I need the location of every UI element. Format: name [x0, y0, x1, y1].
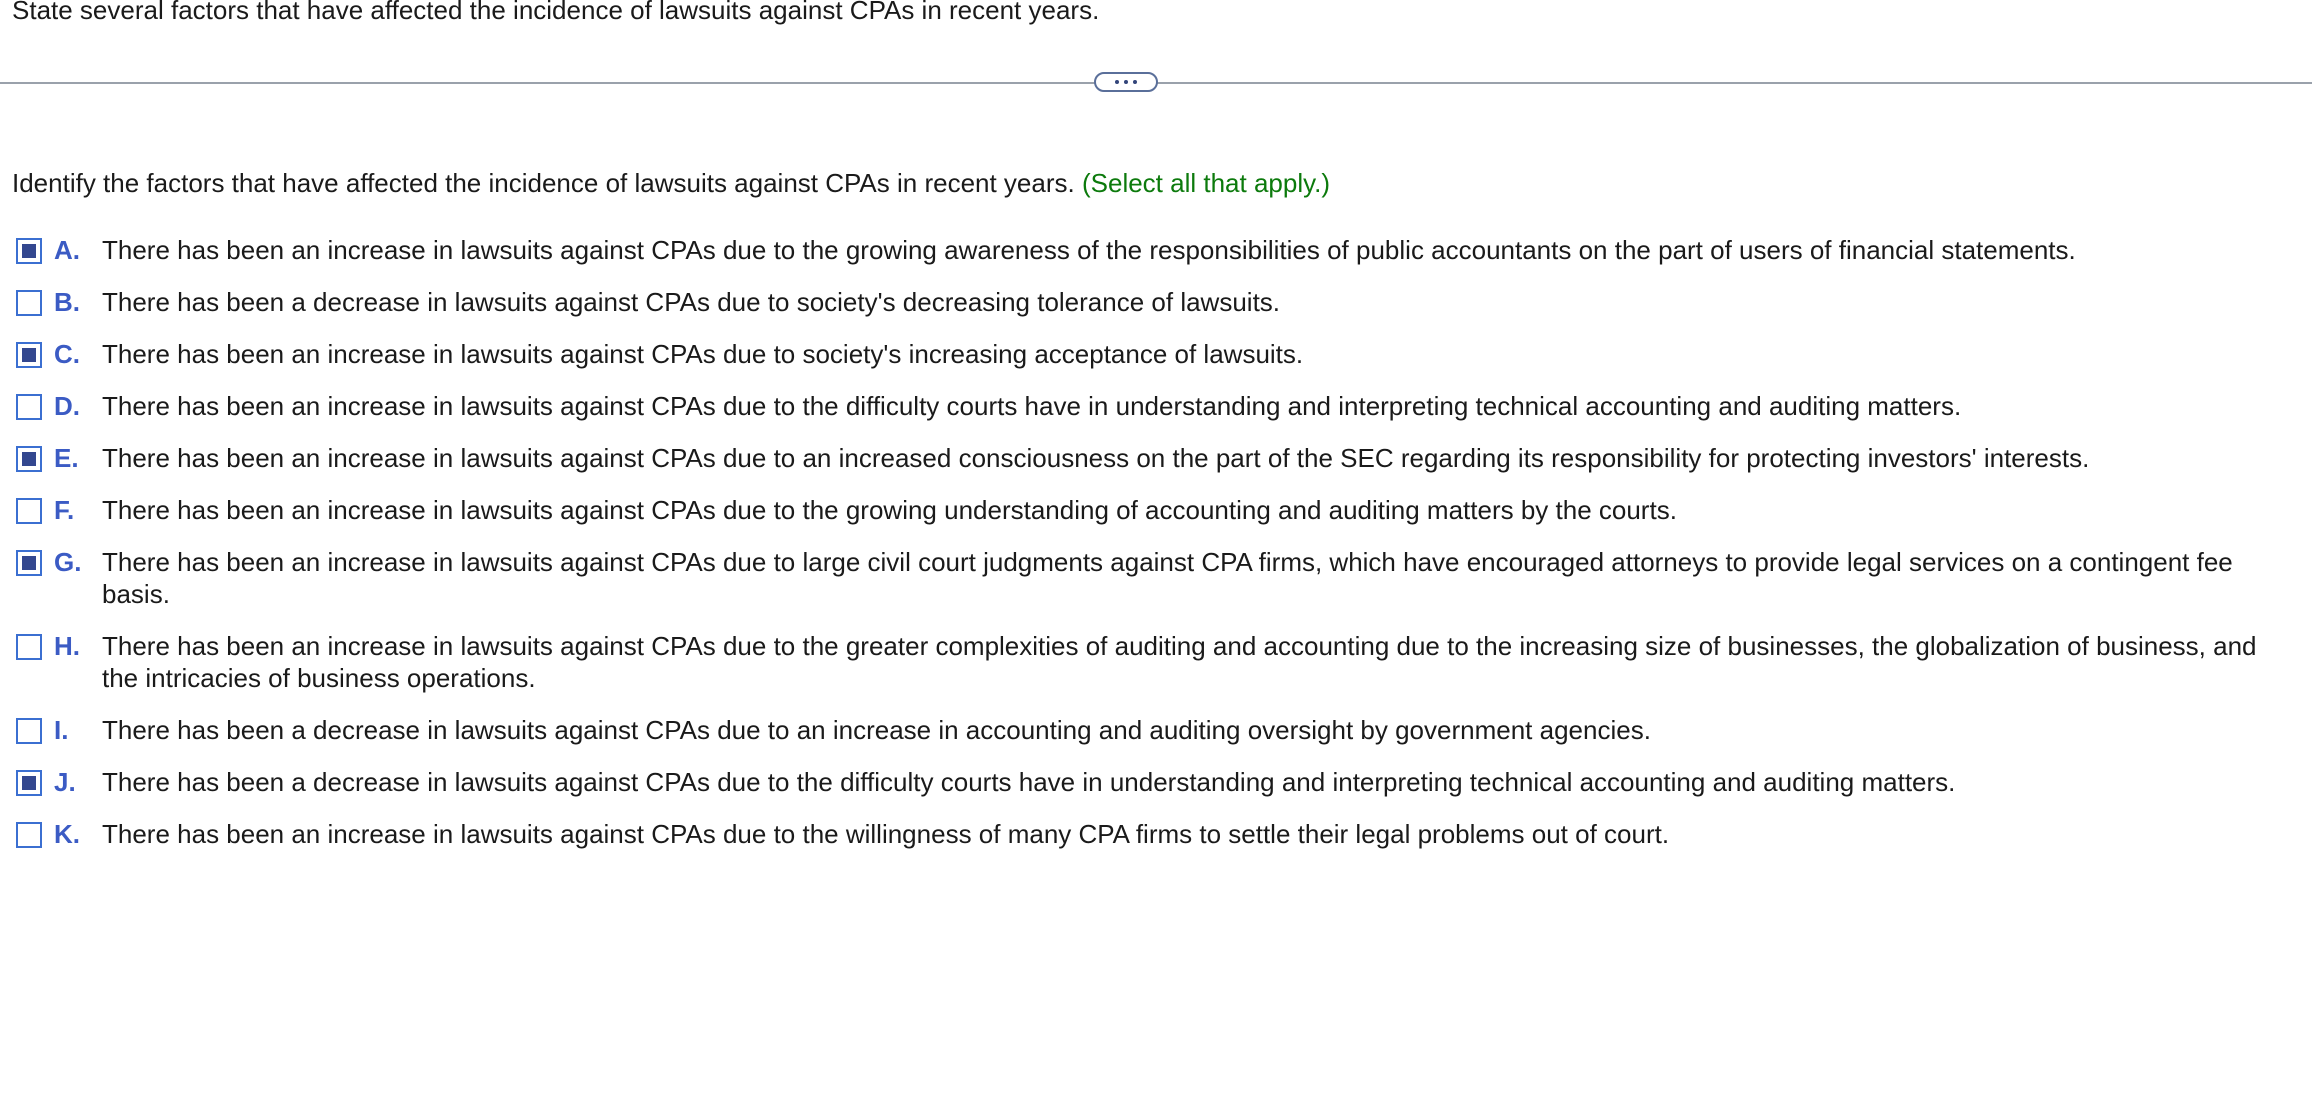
option-letter: A.	[54, 235, 80, 265]
option-text: There has been a decrease in lawsuits against CPAs due to an increase in accounting and auditing oversight by government agencies.	[102, 715, 1651, 745]
checkbox-check-icon	[22, 452, 36, 466]
option-letter: G.	[54, 547, 82, 577]
option-letter: B.	[54, 287, 80, 317]
checkbox[interactable]	[16, 498, 42, 524]
option-text: There has been an increase in lawsuits against CPAs due to large civil court judgments against CPA firms, which have encouraged attorneys to provide legal services on a contingent fee basis.	[102, 547, 2233, 609]
answer-option-h[interactable]	[16, 630, 2296, 694]
checkbox[interactable]	[16, 394, 42, 420]
option-text: There has been an increase in lawsuits against CPAs due to the growing awareness of the responsibilities of public accountants on the part of users of financial statements.	[102, 235, 2076, 265]
option-text: There has been an increase in lawsuits against CPAs due to an increased consciousness on the part of the SEC regarding its responsibility for protecting investors' interests.	[102, 443, 2090, 473]
prompt-text: Identify the factors that have affected the incidence of lawsuits against CPAs in recent years.	[12, 168, 1075, 198]
option-text: There has been a decrease in lawsuits against CPAs due to the difficulty courts have in understanding and interpreting technical accounting and auditing matters.	[102, 767, 1956, 797]
checkbox-check-icon	[22, 556, 36, 570]
answer-option-f[interactable]	[16, 494, 1677, 526]
question-title: State several factors that have affected the incidence of lawsuits against CPAs in recent years.	[12, 0, 1100, 25]
checkbox-check-icon	[22, 244, 36, 258]
checkbox[interactable]	[16, 342, 42, 368]
answer-option-j[interactable]	[16, 766, 1955, 798]
ellipsis-dot-icon	[1115, 80, 1119, 84]
expand-question-button[interactable]	[1094, 72, 1158, 92]
ellipsis-dot-icon	[1133, 80, 1137, 84]
checkbox[interactable]	[16, 718, 42, 744]
checkbox[interactable]	[16, 238, 42, 264]
option-letter: I.	[54, 715, 69, 745]
answer-option-i[interactable]	[16, 714, 1651, 746]
ellipsis-dot-icon	[1124, 80, 1128, 84]
answer-option-e[interactable]	[16, 442, 2089, 474]
checkbox[interactable]	[16, 770, 42, 796]
option-text: There has been an increase in lawsuits against CPAs due to the growing understanding of accounting and auditing matters by the courts.	[102, 495, 1677, 525]
option-text: There has been an increase in lawsuits against CPAs due to society's increasing acceptance of lawsuits.	[102, 339, 1304, 369]
option-letter: J.	[54, 767, 76, 797]
option-letter: D.	[54, 391, 80, 421]
answer-option-a[interactable]	[16, 234, 2076, 266]
option-text: There has been a decrease in lawsuits against CPAs due to society's decreasing tolerance of lawsuits.	[102, 287, 1281, 317]
answer-option-d[interactable]	[16, 390, 1961, 422]
option-letter: C.	[54, 339, 80, 369]
checkbox[interactable]	[16, 290, 42, 316]
option-letter: F.	[54, 495, 75, 525]
checkbox-check-icon	[22, 776, 36, 790]
checkbox[interactable]	[16, 550, 42, 576]
checkbox-check-icon	[22, 348, 36, 362]
option-text: There has been an increase in lawsuits against CPAs due to the greater complexities of auditing and accounting due to the increasing size of businesses, the globalization of business, and the intricacies of business operations.	[102, 631, 2257, 693]
checkbox[interactable]	[16, 446, 42, 472]
option-letter: K.	[54, 819, 80, 849]
option-text: There has been an increase in lawsuits against CPAs due to the willingness of many CPA firms to settle their legal problems out of court.	[102, 819, 1670, 849]
checkbox[interactable]	[16, 822, 42, 848]
answer-option-b[interactable]	[16, 286, 1280, 318]
answer-option-k[interactable]	[16, 818, 1669, 850]
option-letter: H.	[54, 631, 80, 661]
option-letter: E.	[54, 443, 79, 473]
checkbox[interactable]	[16, 634, 42, 660]
select-all-hint: (Select all that apply.)	[1081, 168, 1331, 198]
answer-option-c[interactable]	[16, 338, 1303, 370]
option-text: There has been an increase in lawsuits against CPAs due to the difficulty courts have in understanding and interpreting technical accounting and auditing matters.	[102, 391, 1962, 421]
answer-prompt	[12, 167, 1330, 199]
answer-option-g[interactable]	[16, 546, 2296, 610]
